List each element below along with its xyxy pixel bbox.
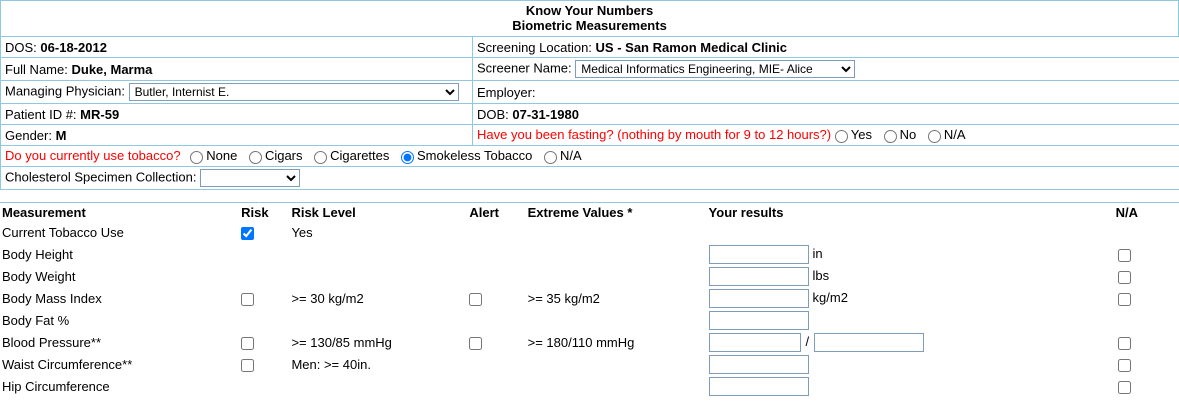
dos-value: 06-18-2012	[40, 39, 107, 55]
result-separator: /	[805, 333, 810, 349]
column-na: N/A	[1114, 203, 1179, 222]
risk-cell	[233, 354, 289, 376]
alert-cell	[465, 222, 525, 244]
your-results-cell	[707, 332, 1114, 354]
risk-level-value: Men: >= 40in.	[291, 357, 371, 372]
table-row	[1, 167, 1179, 190]
alert-checkbox[interactable]	[469, 337, 482, 350]
extreme-values-value: >= 35 kg/m2	[527, 291, 600, 306]
full-name-value: Duke, Marma	[71, 61, 153, 77]
extreme-values-value	[526, 266, 707, 288]
screening-location-value: US - San Ramon Medical Clinic	[595, 39, 787, 55]
tobacco-radio-na[interactable]	[544, 151, 557, 164]
tobacco-option-na[interactable]	[544, 148, 582, 163]
extreme-values-value	[526, 310, 707, 332]
alert-cell	[465, 310, 525, 332]
table-row	[1, 104, 1179, 125]
risk-cell	[233, 376, 289, 398]
table-row	[1, 58, 1179, 81]
column-extreme-values: Extreme Values *	[526, 203, 707, 222]
tobacco-option-none-label: None	[206, 148, 238, 164]
tobacco-radio-cigarettes[interactable]	[314, 151, 327, 164]
table-row	[0, 376, 1179, 398]
na-checkbox[interactable]	[1118, 271, 1131, 284]
tobacco-option-none[interactable]	[190, 148, 237, 163]
dos-cell	[1, 37, 473, 58]
column-measurement: Measurement	[0, 203, 233, 222]
result-input-systolic[interactable]	[709, 333, 801, 352]
screener-name-cell	[473, 58, 1179, 81]
column-risk-level: Risk Level	[289, 203, 465, 222]
fasting-option-no[interactable]	[884, 127, 917, 142]
your-results-cell	[707, 310, 1114, 332]
cholesterol-specimen-select[interactable]	[200, 169, 300, 187]
na-checkbox[interactable]	[1118, 359, 1131, 372]
table-row	[0, 266, 1179, 288]
risk-level-value	[289, 376, 465, 398]
extreme-values-value	[526, 222, 707, 244]
tobacco-option-cigars-label: Cigars	[264, 148, 303, 164]
measurement-name: Body Fat %	[2, 313, 70, 328]
your-results-cell	[707, 376, 1114, 398]
measurement-name: Body Height	[2, 247, 73, 262]
tobacco-option-na-label: N/A	[560, 148, 582, 164]
na-checkbox[interactable]	[1118, 337, 1131, 350]
table-row	[1, 81, 1179, 104]
risk-level-value: >= 30 kg/m2	[291, 291, 364, 306]
dob-cell	[473, 104, 1179, 125]
tobacco-radio-smokeless[interactable]	[401, 151, 414, 164]
risk-cell	[233, 222, 289, 244]
managing-physician-label: Managing Physician:	[5, 83, 125, 99]
section-spacer	[0, 190, 1179, 202]
alert-cell	[465, 332, 525, 354]
risk-level-value: >= 130/85 mmHg	[291, 335, 392, 350]
risk-level-value	[289, 244, 465, 266]
full-name-cell	[1, 58, 473, 81]
fasting-radio-na[interactable]	[928, 130, 941, 143]
result-input[interactable]	[709, 267, 809, 286]
na-cell	[1114, 266, 1179, 288]
column-your-results: Your results	[707, 203, 1114, 222]
measurements-table	[0, 202, 1179, 398]
employer-cell	[473, 81, 1179, 104]
your-results-cell	[707, 354, 1114, 376]
na-cell	[1114, 332, 1179, 354]
page-header	[0, 0, 1179, 36]
na-checkbox[interactable]	[1118, 293, 1131, 306]
your-results-cell	[707, 266, 1114, 288]
tobacco-radio-cigars[interactable]	[249, 151, 262, 164]
risk-cell	[233, 332, 289, 354]
risk-cell	[233, 244, 289, 266]
result-input[interactable]	[709, 289, 809, 308]
na-cell	[1114, 288, 1179, 310]
patient-id-label: Patient ID #:	[5, 106, 77, 122]
dos-label: DOS:	[5, 39, 37, 55]
page-subtitle: Biometric Measurements	[512, 18, 667, 33]
fasting-question-label: Have you been fasting? (nothing by mouth for 9 to 12 hours?)	[477, 127, 832, 143]
na-checkbox[interactable]	[1118, 381, 1131, 394]
fasting-cell	[473, 125, 1179, 146]
result-input[interactable]	[709, 311, 809, 330]
screener-name-label: Screener Name:	[477, 60, 572, 76]
alert-cell	[465, 376, 525, 398]
page-title: Know Your Numbers	[525, 3, 654, 18]
result-unit: kg/m2	[812, 289, 848, 305]
risk-level-value	[289, 310, 465, 332]
alert-cell	[465, 354, 525, 376]
tobacco-cell	[1, 146, 1179, 167]
tobacco-option-cigarettes-label: Cigarettes	[330, 148, 390, 164]
measurement-name: Body Mass Index	[2, 291, 102, 306]
managing-physician-select[interactable]	[129, 83, 459, 101]
column-alert: Alert	[465, 203, 525, 222]
demographics-table	[0, 36, 1179, 190]
extreme-values-value: >= 180/110 mmHg	[527, 335, 635, 350]
alert-cell	[465, 288, 525, 310]
table-row	[0, 310, 1179, 332]
extreme-values-value	[526, 376, 707, 398]
risk-checkbox[interactable]	[241, 359, 254, 372]
tobacco-radio-none[interactable]	[190, 151, 203, 164]
table-row	[1, 37, 1179, 58]
result-input[interactable]	[709, 377, 809, 396]
risk-cell	[233, 266, 289, 288]
na-cell	[1114, 310, 1179, 332]
screener-name-select[interactable]	[575, 60, 855, 78]
managing-physician-cell	[1, 81, 473, 104]
full-name-label: Full Name:	[5, 61, 68, 77]
alert-cell	[465, 266, 525, 288]
result-input-diastolic[interactable]	[814, 333, 924, 352]
table-row	[0, 332, 1179, 354]
na-checkbox[interactable]	[1118, 249, 1131, 262]
risk-level-value: Yes	[291, 225, 313, 240]
gender-value: M	[55, 127, 67, 143]
fasting-option-yes[interactable]	[835, 127, 872, 142]
result-input[interactable]	[709, 245, 809, 264]
table-row	[0, 222, 1179, 244]
measurement-name: Current Tobacco Use	[2, 225, 124, 240]
alert-cell	[465, 244, 525, 266]
your-results-cell	[707, 288, 1114, 310]
gender-cell	[1, 125, 473, 146]
measurement-name: Body Weight	[2, 269, 76, 284]
screening-location-label: Screening Location:	[477, 39, 592, 55]
your-results-cell	[707, 244, 1114, 266]
result-unit: lbs	[812, 267, 830, 283]
risk-level-value	[289, 266, 465, 288]
tobacco-question-label: Do you currently use tobacco?	[5, 148, 181, 164]
measurements-header-row	[0, 203, 1179, 222]
risk-checkbox[interactable]	[241, 337, 254, 350]
measurement-name: Blood Pressure**	[2, 335, 101, 350]
fasting-option-na-label: N/A	[943, 127, 966, 143]
tobacco-option-smokeless[interactable]	[401, 148, 532, 163]
risk-checkbox[interactable]	[241, 227, 254, 240]
risk-checkbox[interactable]	[241, 293, 254, 306]
extreme-values-value	[526, 244, 707, 266]
cholesterol-label: Cholesterol Specimen Collection:	[5, 169, 197, 185]
cholesterol-cell	[1, 167, 1179, 190]
table-row	[1, 125, 1179, 146]
alert-checkbox[interactable]	[469, 293, 482, 306]
measurement-name: Waist Circumference**	[2, 357, 133, 372]
na-cell	[1114, 354, 1179, 376]
result-input[interactable]	[709, 355, 809, 374]
tobacco-option-cigarettes[interactable]	[314, 148, 389, 163]
measurement-name: Hip Circumference	[2, 379, 110, 394]
na-cell	[1114, 244, 1179, 266]
table-row	[0, 244, 1179, 266]
your-results-cell	[707, 222, 1114, 244]
dob-label: DOB:	[477, 106, 509, 122]
fasting-radio-no[interactable]	[884, 130, 897, 143]
table-row	[0, 288, 1179, 310]
patient-id-value: MR-59	[80, 106, 120, 122]
tobacco-option-smokeless-label: Smokeless Tobacco	[417, 148, 533, 164]
patient-id-cell	[1, 104, 473, 125]
fasting-option-na[interactable]	[928, 127, 966, 142]
result-unit: in	[812, 245, 823, 261]
extreme-values-value	[526, 354, 707, 376]
risk-cell	[233, 310, 289, 332]
gender-label: Gender:	[5, 127, 52, 143]
table-row	[0, 354, 1179, 376]
column-risk: Risk	[233, 203, 289, 222]
table-row	[1, 146, 1179, 167]
fasting-radio-yes[interactable]	[835, 130, 848, 143]
screening-location-cell	[473, 37, 1179, 58]
fasting-option-no-label: No	[899, 127, 917, 143]
fasting-option-yes-label: Yes	[850, 127, 872, 143]
employer-label: Employer:	[477, 84, 536, 100]
dob-value: 07-31-1980	[512, 106, 579, 122]
na-cell	[1114, 222, 1179, 244]
tobacco-option-cigars[interactable]	[249, 148, 303, 163]
na-cell	[1114, 376, 1179, 398]
measurements-body	[0, 222, 1179, 398]
risk-cell	[233, 288, 289, 310]
